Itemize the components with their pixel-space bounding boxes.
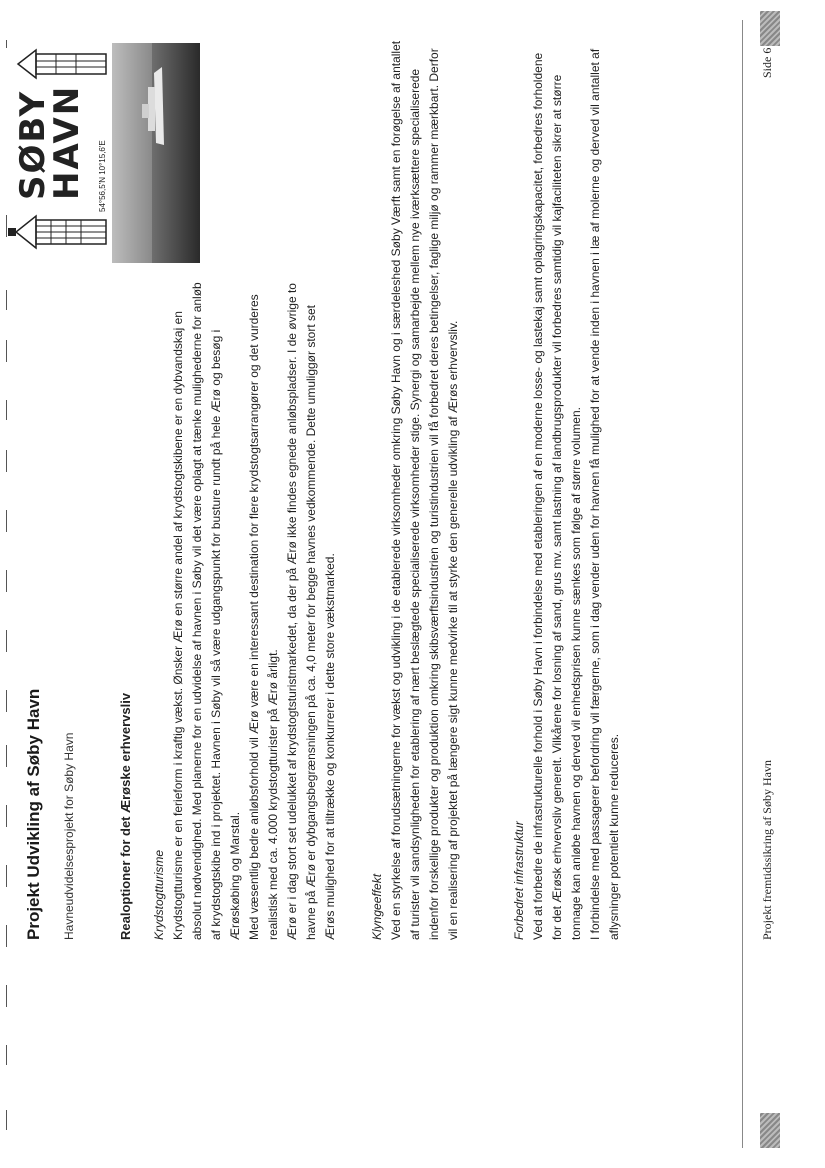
lighthouse-right-icon	[6, 48, 114, 80]
section-title: Krydstogtturisme	[152, 849, 166, 940]
section-krydstogtturisme	[150, 280, 340, 940]
logo-word-havn: HAVN	[47, 84, 87, 200]
logo-coordinates: 54°56,5'N 10°15,6'E	[98, 140, 107, 212]
lighthouse-icon	[6, 206, 114, 258]
section-title: Forbedret infrastruktur	[512, 821, 526, 940]
footer-bar-left	[760, 1113, 780, 1148]
main-heading: Realoptioner for det Ærøske erhvervsliv	[118, 692, 133, 940]
logo-word-soby: SØBY	[13, 89, 53, 200]
cruise-ship-photo	[112, 43, 200, 263]
paragraph: Ærø er i dag stort set udelukket af krydstogtsturistmarkedet, da der på Ærø ikke findes egnede anløbspladser. I de øvrige to havne på Ærø er dybgangsbegrænsningen på ca. 4,0 meter for begge havnes vedkommende. Dette umuliggør stort set Ærøs mulighed for at tiltrække og konkurrerer i dette store vækstmarked.	[285, 283, 337, 940]
page-subtitle: Havneudvidelsesprojekt for Søby Havn	[62, 732, 76, 940]
section-title: Klyngeeffekt	[370, 873, 384, 940]
soby-havn-logo	[6, 48, 114, 258]
paragraph: Ved at forbedre de infrastrukturelle forhold i Søby Havn i forbindelse med etableringen af en moderne losse- og lastekaj samt oplagringskapacitet, forbedres forholdene for det Ærøsk erhvervsliv generelt. Vilkårene for losning af sand, grus mv. samt lastning af landbrugsprodukter vil forbedres samtidig vil kajfaciliteten sikrer at større tonnage kan anløbe havnen og derved vil enhedsprisen kunne sænkes som følge af større volumen.	[531, 52, 583, 940]
footer-divider	[742, 20, 743, 1148]
page-title: Projekt Udvikling af Søby Havn	[24, 688, 43, 940]
paragraph: Ved en styrkelse af forudsætningerne for vækst og udvikling i de etablerede virksomheder omkring Søby Havn og i særdeleshed Søby Værft samt en forøgelse af antallet af turister vil sandsynligheden for etablering af nært beslægtede specialiserede virksomheder stige. Synergi og samarbejde mellem nye iværksættere specialiserede indenfor forskellige produkter og produktion omkring skibsværftsindustrien og turistindustrien vil få forbedret deres betingelser, faglige miljø og rammer mærkbart. Derfor vil en realisering af projektet på længere sigt kunne medvirke til at styrke den generelle udvikling af Ærøs erhvervsliv.	[389, 40, 460, 940]
section-forbedret-infrastruktur	[510, 40, 624, 940]
page-number: Side 6	[760, 47, 774, 78]
section-klyngeeffekt	[368, 40, 463, 940]
paragraph: I forbindelse med passagerer befordring vil færgerne, som i dag vender uden for havnen få mulighed for at vende inden i havnen i læ af molerne og derved vil antallet af aflysninger potentielt kunne reduceres.	[588, 48, 621, 940]
paragraph: Med væsentlig bedre anløbsforhold vil Ærø være en interessant destination for flere krydstogtsarrangører og det vurderes realistisk med ca. 4.000 krydstogtturister på Ærø årligt.	[247, 294, 280, 940]
footer-bar-right	[760, 11, 780, 46]
footer-project-title: Projekt fremtidssikring af Søby Havn	[760, 760, 774, 940]
paragraph: Krydstogtturisme er en ferieform i kraftig vækst. Ønsker Ærø en større andel af krydstogtskibene er en dybvandskaj en absolut nødvendighed. Med planerne for en udvidelse af havnen i Søby vil det være oplagt at tænke mulighederne for anløb af krydstogtskibe ind i projektet. Havnen i Søby vil så være udgangspunkt for busture rundt på hele Ærø og besøg i Ærøskøbing og Marstal.	[171, 282, 242, 940]
